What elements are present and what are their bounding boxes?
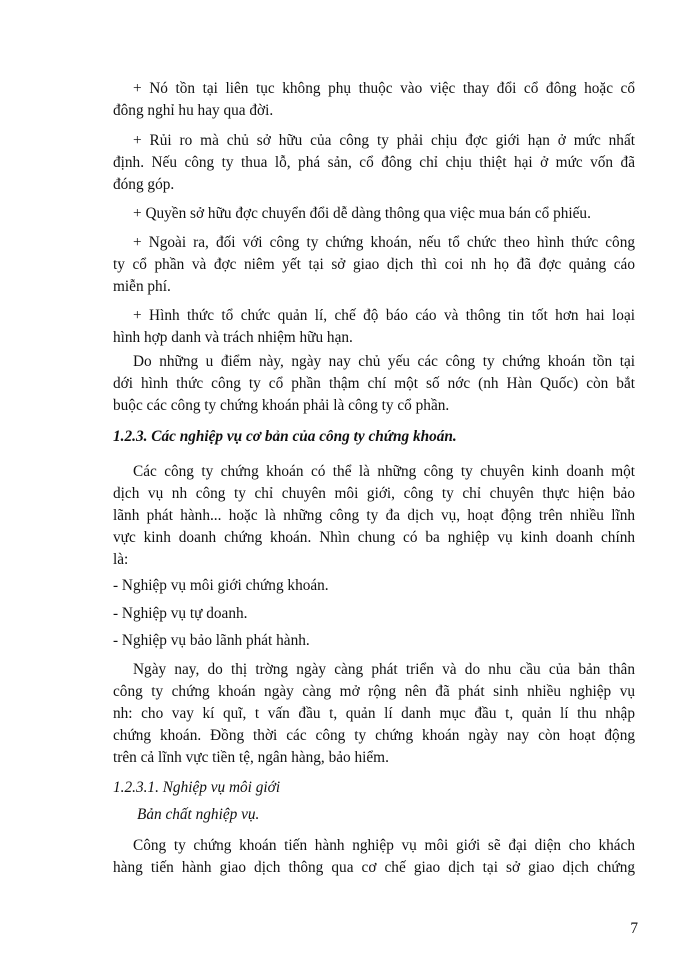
text-line: lãnh phát hành... hoặc là những công ty đa dịch vụ, hoạt động trên nhiều lĩnh xyxy=(113,507,635,524)
sub-heading xyxy=(113,804,635,826)
text-line: + Quyền sở hữu đợc chuyển đổi dễ dàng thông qua việc mua bán cổ phiếu. xyxy=(133,205,591,222)
list-item: - Nghiệp vụ bảo lãnh phát hành. xyxy=(113,632,310,649)
text-line: trên cả lĩnh vực tiền tệ, ngân hàng, bảo hiểm. xyxy=(113,749,389,766)
paragraph xyxy=(113,232,635,298)
paragraph xyxy=(113,835,635,879)
text-line: nh: cho vay kí quĩ, t vấn đầu t, quản lí danh mục đầu t, quản lí thu nhập xyxy=(113,705,635,722)
text-line: định. Nếu công ty thua lỗ, phá sản, cổ đông chỉ chịu thiệt hại ở mức vốn đã xyxy=(113,154,635,171)
text-line: Công ty chứng khoán tiến hành nghiệp vụ môi giới sẽ đại diện cho khách xyxy=(133,837,635,854)
text-line: đóng góp. xyxy=(113,176,175,193)
text-line: + Rủi ro mà chủ sở hữu của công ty phải chịu đợc giới hạn ở mức nhất xyxy=(133,132,635,149)
text-line: hàng tiến hành giao dịch thông qua cơ chế giao dịch tại sở giao dịch chứng xyxy=(113,859,635,876)
text-line: Do những u điểm này, ngày nay chủ yếu các công ty chứng khoán tồn tại xyxy=(133,353,635,370)
heading-1-2-3-1: 1.2.3.1. Nghiệp vụ môi giới xyxy=(113,779,281,796)
text-line: là: xyxy=(113,551,129,568)
list-item: - Nghiệp vụ tự doanh. xyxy=(113,605,248,622)
heading-1-2-3: 1.2.3. Các nghiệp vụ cơ bản của công ty chứng khoán. xyxy=(113,428,457,445)
text-line: buộc các công ty chứng khoán phải là công ty cổ phần. xyxy=(113,397,450,414)
text-line: + Hình thức tổ chức quản lí, chế độ báo cáo và thông tin tốt hơn hai loại xyxy=(133,307,635,324)
text-line: Các công ty chứng khoán có thể là những công ty chuyên kinh doanh một xyxy=(133,463,635,480)
text-line: dới hình thức công ty cổ phần thậm chí một số nớc (nh Hàn Quốc) còn bắt xyxy=(113,375,635,392)
list-item: - Nghiệp vụ môi giới chứng khoán. xyxy=(113,577,329,594)
paragraph xyxy=(113,461,635,571)
paragraph xyxy=(113,305,635,349)
text-line: đông nghỉ hu hay qua đời. xyxy=(113,102,274,119)
text-line: vực kinh doanh chứng khoán. Nhìn chung có ba nghiệp vụ kinh doanh chính xyxy=(113,529,635,546)
text-line: hình hợp danh và trách nhiệm hữu hạn. xyxy=(113,329,353,346)
subheading-ban-chat: Bản chất nghiệp vụ. xyxy=(137,806,260,823)
section-heading xyxy=(113,777,635,799)
section-heading xyxy=(113,426,635,448)
bullet-list xyxy=(113,575,635,652)
text-line: chứng khoán. Đồng thời các công ty chứng khoán ngày nay còn hoạt động xyxy=(113,727,635,744)
text-line: + Ngoài ra, đối với công ty chứng khoán, nếu tổ chức theo hình thức công xyxy=(133,234,635,251)
paragraph xyxy=(113,130,635,196)
page-number: 7 xyxy=(630,920,638,937)
paragraph xyxy=(113,78,635,122)
text-line: ty cổ phần và đợc niêm yết tại sở giao dịch thì coi nh họ đã đợc quảng cáo xyxy=(113,256,635,273)
text-line: Ngày nay, do thị trờng ngày càng phát triển và do nhu cầu của bản thân xyxy=(133,661,635,678)
paragraph xyxy=(113,351,635,417)
text-line: công ty chứng khoán ngày càng mở rộng nên đã phát sinh nhiều nghiệp vụ xyxy=(113,683,635,700)
paragraph xyxy=(113,203,635,225)
text-line: miễn phí. xyxy=(113,278,171,295)
text-line: dịch vụ nh công ty chỉ chuyên môi giới, công ty chỉ chuyên thực hiện bảo xyxy=(113,485,635,502)
paragraph xyxy=(113,659,635,769)
text-line: + Nó tồn tại liên tục không phụ thuộc vào việc thay đổi cổ đông hoặc cổ xyxy=(133,80,635,97)
